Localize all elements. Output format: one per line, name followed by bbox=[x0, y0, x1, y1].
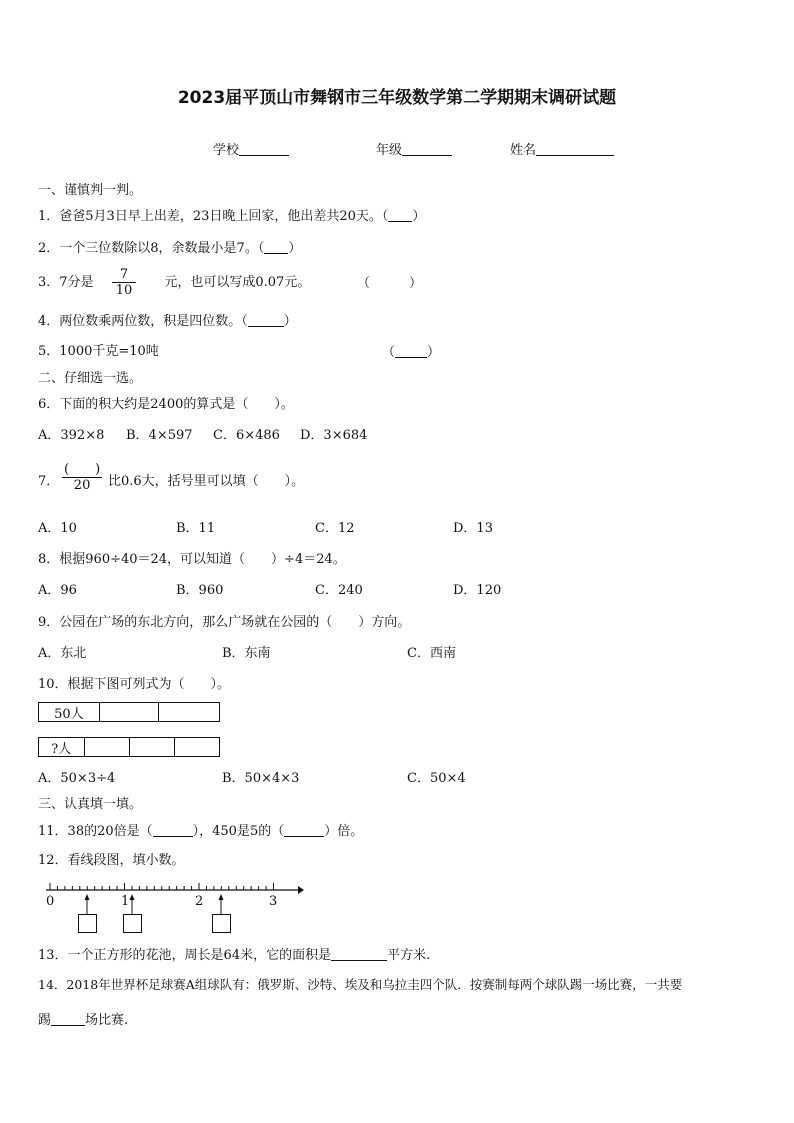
fraction-7-10 bbox=[112, 267, 137, 298]
fraction-numerator[interactable]: ( ) bbox=[64, 462, 101, 477]
answer-blank-1[interactable] bbox=[388, 209, 412, 222]
question-7-fraction bbox=[62, 462, 102, 493]
section-heading-3: 三、认真填一填。 bbox=[38, 797, 143, 812]
segment-bar-50 bbox=[38, 702, 220, 722]
question-8-option-a[interactable]: A．96 bbox=[38, 583, 77, 598]
question-3 bbox=[38, 266, 310, 300]
question-7-option-b[interactable]: B．11 bbox=[176, 521, 216, 536]
fraction-denominator: 20 bbox=[73, 478, 91, 493]
answer-paren-5[interactable] bbox=[382, 345, 440, 359]
fraction-denominator: 10 bbox=[115, 283, 133, 298]
answer-blank-11b[interactable] bbox=[284, 824, 324, 837]
question-5-text: 5．1000千克=10吨 bbox=[38, 344, 159, 359]
question-13-part-b: 平方米. bbox=[387, 948, 431, 963]
school-field bbox=[213, 143, 289, 157]
bar-cell bbox=[100, 703, 160, 721]
school-blank[interactable] bbox=[239, 143, 289, 156]
question-14-line-1: 14．2018年世界杯足球赛A组球队有：俄罗斯、沙特、埃及和乌拉圭四个队．按赛制每两个球队踢一场比赛，一共要 bbox=[38, 977, 683, 992]
tick-label-1: 1 bbox=[121, 894, 130, 909]
question-10-option-c[interactable]: C．50×4 bbox=[407, 771, 466, 786]
question-4 bbox=[38, 314, 297, 328]
tick-label-0: 0 bbox=[46, 894, 55, 909]
bar-cell bbox=[130, 738, 175, 756]
question-6-option-b[interactable]: B．4×597 bbox=[126, 428, 193, 443]
section-heading-2: 二、仔细选一选。 bbox=[38, 371, 143, 386]
question-9-option-b[interactable]: B．东南 bbox=[222, 646, 271, 661]
question-14-line-2 bbox=[38, 1013, 128, 1027]
question-8-option-d[interactable]: D．120 bbox=[453, 583, 502, 598]
question-7-post: 比0.6大，括号里可以填（ ）。 bbox=[108, 474, 305, 489]
question-10-text: 10．根据下图可列式为（ ）。 bbox=[38, 677, 231, 692]
question-13-part-a: 13．一个正方形的花池，周长是64米，它的面积是 bbox=[38, 948, 332, 963]
question-9-option-a[interactable]: A．东北 bbox=[38, 646, 87, 661]
bar-cell-label: ?人 bbox=[39, 738, 85, 756]
segment-bar-unknown bbox=[38, 737, 220, 757]
bar-cell bbox=[85, 738, 131, 756]
question-6-option-c[interactable]: C．6×486 bbox=[213, 428, 280, 443]
question-1-close: ） bbox=[412, 209, 426, 224]
question-14-part-a: 踢 bbox=[38, 1013, 52, 1028]
question-7-option-d[interactable]: D．13 bbox=[453, 521, 493, 536]
pointer-arrow-head-2 bbox=[130, 894, 135, 900]
question-8-option-c[interactable]: C．240 bbox=[315, 583, 363, 598]
school-label: 学校 bbox=[213, 143, 240, 158]
page-title: 2023届平顶山市舞钢市三年级数学第二学期期末调研试题 bbox=[177, 88, 617, 108]
answer-box-3[interactable] bbox=[212, 914, 231, 933]
question-6-text: 6．下面的积大约是2400的算式是（ ）。 bbox=[38, 397, 294, 412]
answer-blank-5[interactable] bbox=[395, 345, 427, 358]
name-field bbox=[510, 143, 614, 157]
answer-blank-13[interactable] bbox=[331, 948, 387, 961]
question-14-part-b: 场比赛. bbox=[85, 1013, 129, 1028]
question-4-text: 4．两位数乘两位数，积是四位数。（ bbox=[38, 314, 248, 329]
question-11-part-a: 11．38的20倍是（ bbox=[38, 824, 153, 839]
question-6-option-a[interactable]: A．392×8 bbox=[38, 428, 105, 443]
answer-blank-11a[interactable] bbox=[153, 824, 193, 837]
tick-label-2: 2 bbox=[195, 894, 204, 909]
question-12-text: 12．看线段图，填小数。 bbox=[38, 853, 185, 868]
fraction-numerator: 7 bbox=[112, 267, 137, 283]
question-9-text: 9．公园在广场的东北方向，那么广场就在公园的（ ）方向。 bbox=[38, 615, 411, 630]
question-3-post: 元，也可以写成0.07元。 bbox=[164, 275, 311, 290]
number-line-graphic bbox=[46, 883, 304, 914]
pointer-arrow-head-3 bbox=[219, 894, 224, 900]
number-line-arrow bbox=[298, 886, 304, 894]
question-2 bbox=[38, 241, 301, 255]
question-2-close: ） bbox=[288, 241, 302, 256]
question-8-text: 8．根据960÷40＝24，可以知道（ ）÷4＝24。 bbox=[38, 552, 346, 567]
question-13 bbox=[38, 948, 430, 962]
paren-close: ） bbox=[427, 345, 441, 360]
bar-cell-label: 50人 bbox=[39, 703, 100, 721]
question-11-part-b: ），450是5的（ bbox=[192, 824, 285, 839]
pointer-arrow-head-1 bbox=[85, 894, 90, 900]
question-4-close: ） bbox=[283, 314, 297, 329]
question-1-text: 1．爸爸5月3日早上出差，23日晚上回家，他出差共20天。（ bbox=[38, 209, 389, 224]
answer-blank-14[interactable] bbox=[51, 1013, 85, 1026]
question-7-option-a[interactable]: A．10 bbox=[38, 521, 77, 536]
question-11-part-c: ）倍。 bbox=[324, 824, 364, 839]
question-10-option-a[interactable]: A．50×3÷4 bbox=[38, 771, 116, 786]
question-2-text: 2．一个三位数除以8，余数最小是7。（ bbox=[38, 241, 265, 256]
question-7-pre: 7． bbox=[38, 474, 60, 489]
fraction-blank-20 bbox=[62, 462, 102, 493]
question-6-option-d[interactable]: D．3×684 bbox=[300, 428, 368, 443]
paren-open: （ bbox=[382, 345, 396, 360]
section-heading-1: 一、谨慎判一判。 bbox=[38, 183, 143, 198]
name-label: 姓名 bbox=[510, 143, 537, 158]
grade-blank[interactable] bbox=[402, 143, 452, 156]
question-8-option-b[interactable]: B．960 bbox=[176, 583, 224, 598]
answer-paren-3[interactable]: （ ） bbox=[357, 276, 423, 291]
bar-cell bbox=[159, 703, 219, 721]
question-11 bbox=[38, 824, 363, 838]
answer-box-1[interactable] bbox=[78, 914, 97, 933]
bar-cell bbox=[175, 738, 220, 756]
question-3-pre: 3．7分是 bbox=[38, 275, 94, 290]
question-7-option-c[interactable]: C．12 bbox=[315, 521, 355, 536]
name-blank[interactable] bbox=[536, 143, 614, 156]
question-9-option-c[interactable]: C．西南 bbox=[407, 646, 456, 661]
tick-label-3: 3 bbox=[269, 894, 278, 909]
answer-blank-4[interactable] bbox=[248, 314, 284, 327]
question-1 bbox=[38, 209, 425, 223]
grade-label: 年级 bbox=[376, 143, 403, 158]
question-10-option-b[interactable]: B．50×4×3 bbox=[222, 771, 300, 786]
grade-field bbox=[376, 143, 452, 157]
answer-blank-2[interactable] bbox=[264, 241, 288, 254]
answer-box-2[interactable] bbox=[123, 914, 142, 933]
